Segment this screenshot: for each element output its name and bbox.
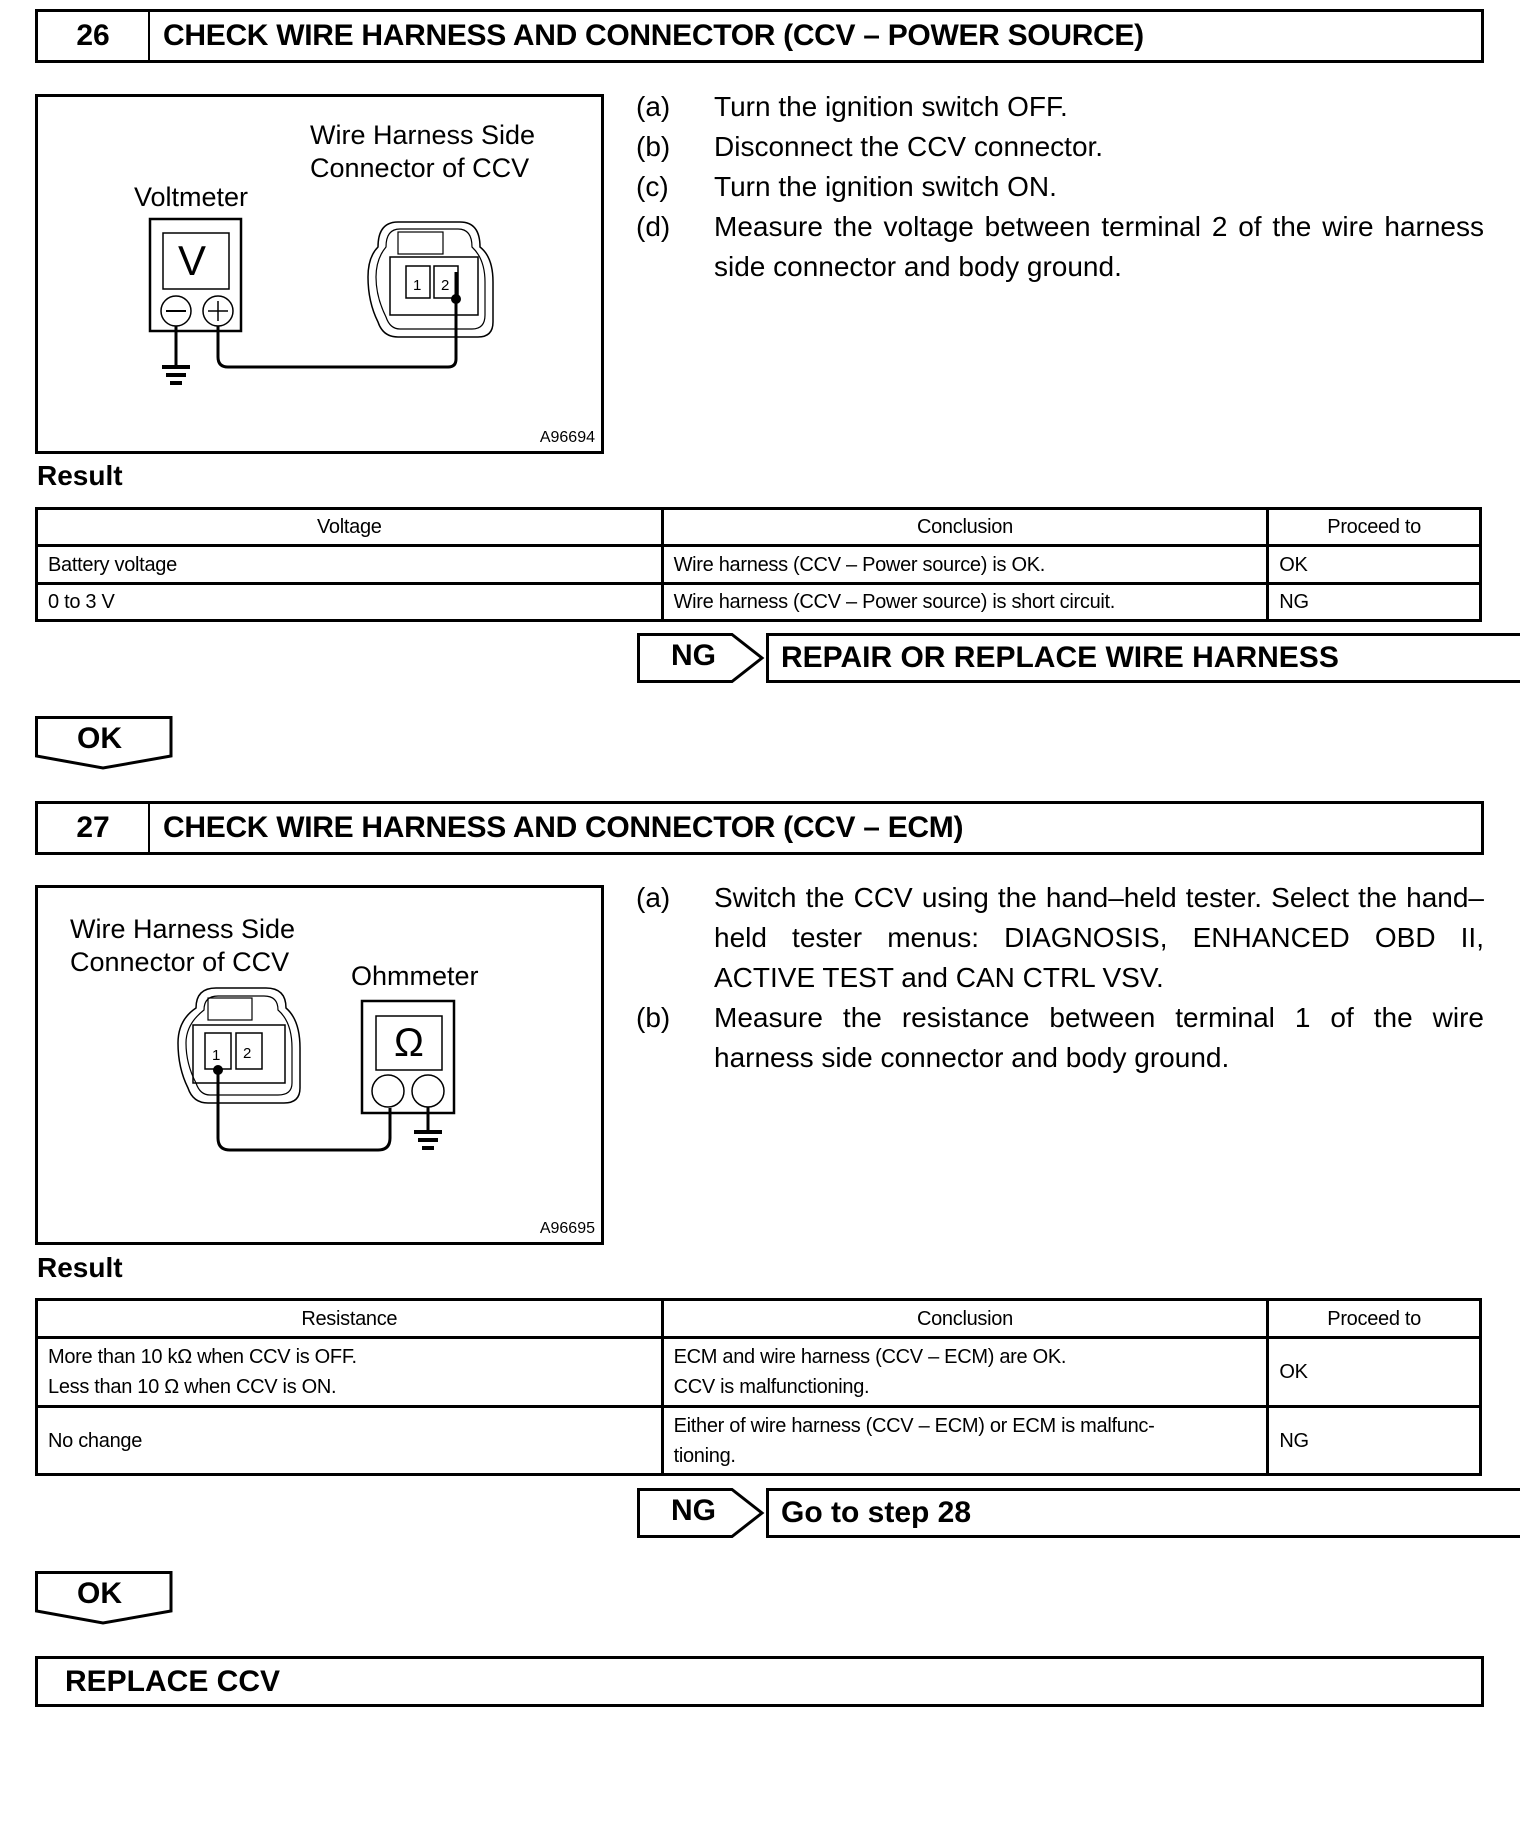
ok-branch[interactable] <box>35 716 175 770</box>
table-cell: Battery voltage <box>37 546 663 584</box>
step-26-header <box>35 9 1484 63</box>
column-header: Conclusion <box>662 1300 1268 1338</box>
voltmeter-label: Voltmeter <box>134 182 249 212</box>
table-row <box>37 1338 1481 1407</box>
column-header: Voltage <box>37 509 663 546</box>
connector-label-line1: Wire Harness Side <box>310 120 536 150</box>
step-27-header <box>35 801 1484 855</box>
voltage-result-table <box>35 507 1482 622</box>
svg-text:2: 2 <box>243 1045 252 1062</box>
table-cell: No change <box>37 1407 663 1475</box>
step-number: 27 <box>38 804 150 852</box>
table-cell: 0 to 3 V <box>37 584 663 621</box>
final-action-box: REPLACE CCV <box>35 1656 1484 1707</box>
table-cell: OK <box>1268 546 1481 584</box>
table-header-row <box>37 1300 1481 1338</box>
ng-action-box: REPAIR OR REPLACE WIRE HARNESS <box>766 633 1520 683</box>
column-header: Proceed to <box>1268 509 1481 546</box>
instruction-item <box>636 998 1484 1078</box>
instruction-label: (a) <box>636 882 671 913</box>
instruction-text: Switch the CCV using the hand–held tester. Select the hand–held tester menus: DIAGNOSIS, ENHANCED OBD II, ACTIVE TEST and CAN CTRL VSV. <box>714 882 1484 993</box>
table-cell: NG <box>1268 1407 1481 1475</box>
column-header: Proceed to <box>1268 1300 1481 1338</box>
svg-text:1: 1 <box>413 277 422 294</box>
cell-line: Either of wire harness (CCV – ECM) or ECM is malfunc- <box>673 1414 1155 1437</box>
table-cell: NG <box>1268 584 1481 621</box>
figure-id: A96694 <box>539 429 595 446</box>
svg-text:1: 1 <box>212 1047 221 1064</box>
svg-text:2: 2 <box>441 277 450 294</box>
instruction-label: (b) <box>636 1002 671 1033</box>
ok-label: OK <box>77 1577 122 1610</box>
instruction-item <box>636 878 1484 998</box>
instruction-text: Turn the ignition switch OFF. <box>714 91 1068 122</box>
table-cell: Wire harness (CCV – Power source) is short circuit. <box>662 584 1268 621</box>
ohm-symbol-icon: Ω <box>394 1021 424 1065</box>
voltmeter-symbol-icon: V <box>178 237 207 284</box>
instruction-text: Disconnect the CCV connector. <box>714 131 1104 162</box>
instruction-text: Measure the resistance between terminal 1 of the wire harness side connector and body ground. <box>714 1002 1484 1073</box>
step-title: CHECK WIRE HARNESS AND CONNECTOR (CCV – ECM) <box>163 811 964 844</box>
ok-label: OK <box>77 722 122 755</box>
instruction-label: (b) <box>636 131 671 162</box>
table-cell <box>662 1407 1268 1475</box>
table-cell <box>662 1338 1268 1407</box>
result-heading: Result <box>37 460 123 491</box>
connector-label <box>70 913 295 979</box>
ok-branch[interactable] <box>35 1571 175 1625</box>
table-header-row <box>37 509 1481 546</box>
step-27-instructions <box>636 878 1484 1078</box>
cell-line: tioning. <box>673 1444 736 1467</box>
instruction-label: (d) <box>636 211 671 242</box>
ng-action-box: Go to step 28 <box>766 1488 1520 1538</box>
step-26-instructions <box>636 87 1484 287</box>
instruction-text: Turn the ignition switch ON. <box>714 171 1057 202</box>
connector-label-line2: Connector of CCV <box>310 153 530 183</box>
step-title: CHECK WIRE HARNESS AND CONNECTOR (CCV – POWER SOURCE) <box>163 19 1144 52</box>
resistance-result-table <box>35 1298 1482 1476</box>
ng-label: NG <box>671 639 716 672</box>
step-number: 26 <box>38 12 150 60</box>
ohmmeter-label: Ohmmeter <box>351 961 479 991</box>
table-row <box>37 1407 1481 1475</box>
table-row <box>37 584 1481 621</box>
table-cell: OK <box>1268 1338 1481 1407</box>
cell-line: More than 10 kΩ when CCV is OFF. <box>48 1346 357 1368</box>
table-row <box>37 546 1481 584</box>
instruction-item <box>636 127 1484 167</box>
ohmmeter-diagram <box>35 885 604 1245</box>
result-heading: Result <box>37 1252 123 1283</box>
connector-label-line1: Wire Harness Side <box>70 914 296 944</box>
cell-line: Less than 10 Ω when CCV is ON. <box>48 1376 337 1398</box>
connector-label-line2: Connector of CCV <box>70 947 290 977</box>
cell-line: CCV is malfunctioning. <box>673 1376 870 1398</box>
instruction-label: (a) <box>636 91 671 122</box>
ng-label: NG <box>671 1494 716 1527</box>
table-cell <box>37 1338 663 1407</box>
cell-line: ECM and wire harness (CCV – ECM) are OK. <box>673 1346 1067 1368</box>
figure-id: A96695 <box>539 1220 595 1237</box>
instruction-text: Measure the voltage between terminal 2 of the wire harness side connector and body ground. <box>714 211 1484 282</box>
table-cell: Wire harness (CCV – Power source) is OK. <box>662 546 1268 584</box>
instruction-label: (c) <box>636 171 669 202</box>
connector-label <box>310 119 535 185</box>
column-header: Resistance <box>37 1300 663 1338</box>
instruction-item <box>636 87 1484 127</box>
instruction-item <box>636 207 1484 287</box>
column-header: Conclusion <box>662 509 1268 546</box>
voltmeter-diagram <box>35 94 604 454</box>
instruction-item <box>636 167 1484 207</box>
